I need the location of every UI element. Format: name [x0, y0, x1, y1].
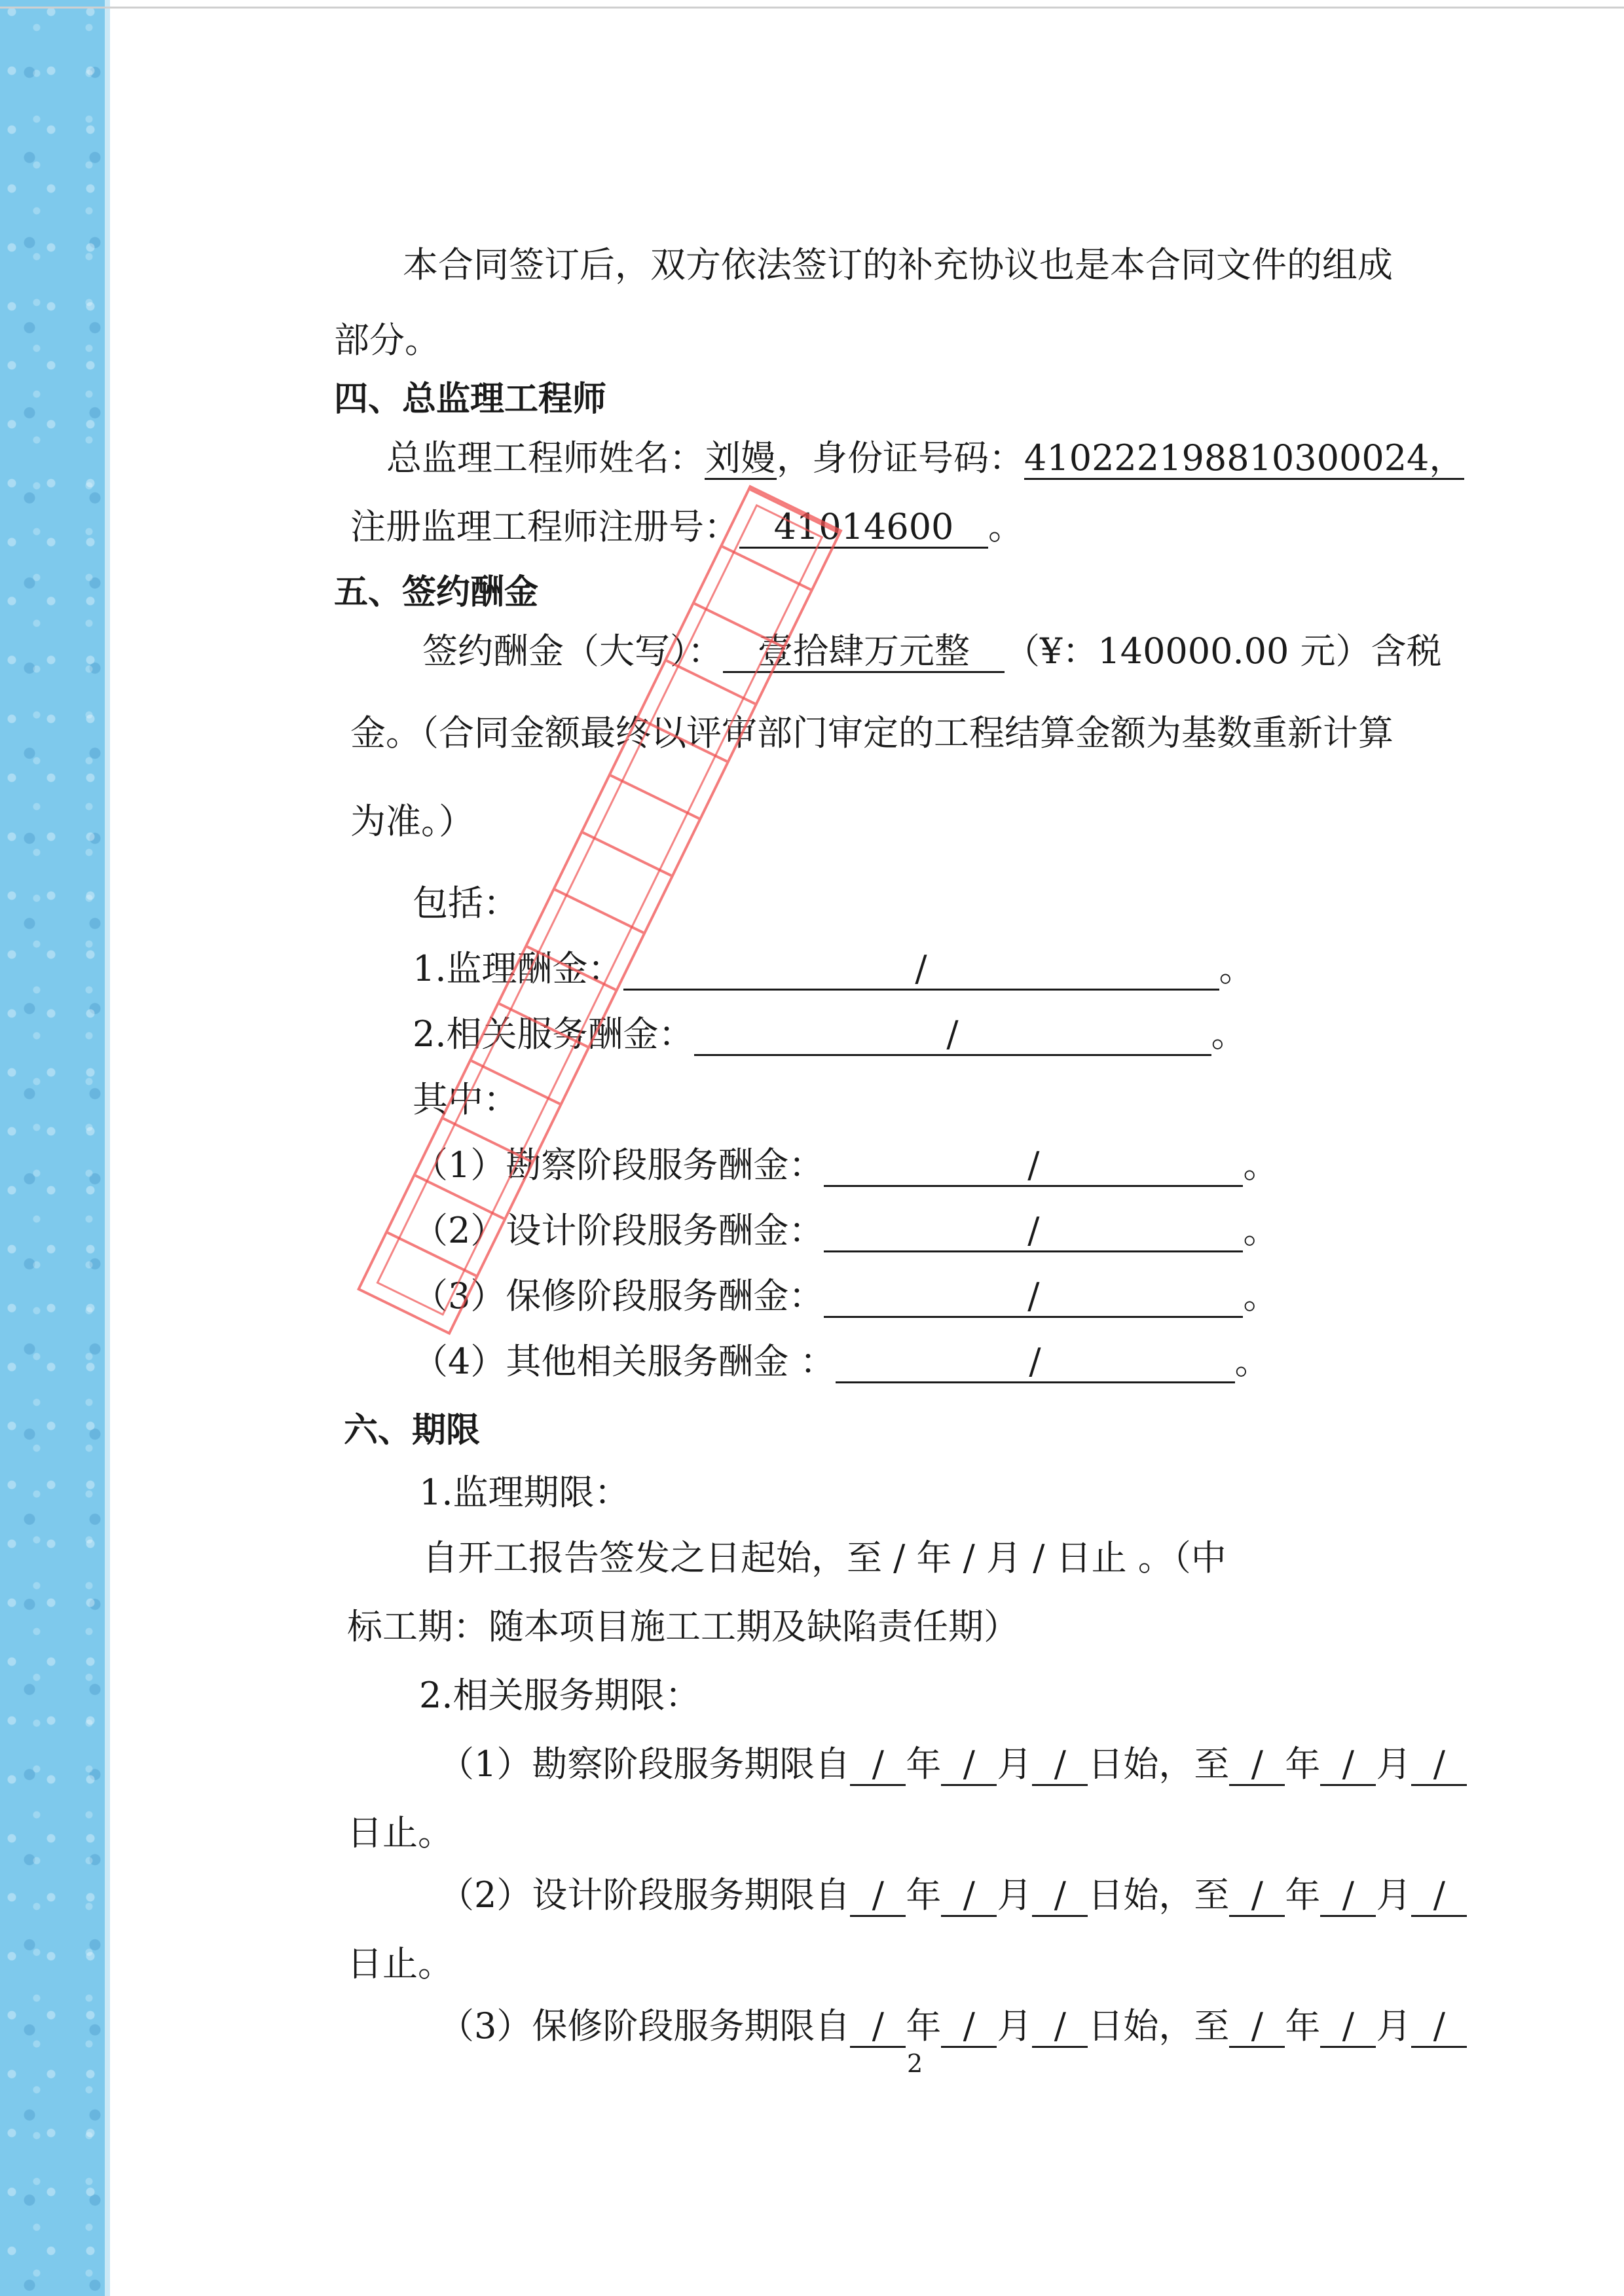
end-year: /: [1229, 1876, 1285, 1917]
para-supplement: 本合同签订后，双方依法签订的补充协议也是本合同文件的组成: [403, 244, 1393, 285]
label-id-number: ，身份证号码：: [777, 437, 1024, 479]
label-registration: 注册监理工程师注册号：: [350, 506, 739, 547]
section-4-heading: 四、总监理工程师: [334, 380, 607, 419]
label-design-fee: （2）设计阶段服务酬金：: [413, 1210, 824, 1251]
among-label: 其中：: [413, 1079, 519, 1120]
year-label: 年: [906, 1743, 942, 1785]
end-month: /: [1320, 2007, 1376, 2048]
month-label: 月: [1376, 2005, 1412, 2047]
supervision-period-cont: 标工期：随本项目施工工期及缺陷责任期）: [347, 1606, 1019, 1647]
scan-top-edge: [0, 7, 1624, 9]
chief-engineer-line: [386, 435, 1464, 481]
label-other-fee: （4）其他相关服务酬金 ：: [413, 1341, 836, 1382]
month-label: 月: [997, 1743, 1033, 1785]
supervision-period-label: 1.监理期限：: [419, 1472, 630, 1513]
year-label: 年: [1285, 1743, 1321, 1785]
month-label: 月: [1376, 1743, 1412, 1785]
end-year: /: [1229, 1745, 1285, 1786]
end-day: /: [1411, 1745, 1467, 1786]
end-day: /: [1411, 1876, 1467, 1917]
year-label: 年: [1285, 2005, 1321, 2047]
start-day: /: [1032, 2007, 1088, 2048]
fee-note-cont: 为准。）: [350, 801, 474, 842]
month-label: 月: [1376, 1874, 1412, 1916]
period: 。: [1243, 1210, 1279, 1251]
fee-figure: （¥：140000.00 元）含税: [1005, 630, 1442, 672]
fee-line: [422, 629, 1442, 674]
label-chief-name: 总监理工程师姓名：: [386, 437, 705, 479]
id-number-value: 410222198810300024，: [1024, 437, 1465, 479]
section-6-heading: 六、期限: [344, 1411, 481, 1450]
para-supplement-cont: 部分。: [334, 319, 440, 361]
fee-words-value: 壹拾肆万元整: [723, 632, 1005, 673]
start-year: /: [850, 1745, 906, 1786]
survey-period-end: 日止。: [347, 1812, 453, 1853]
registration-line: [350, 504, 1024, 550]
supervision-period-line: 自开工报告签发之日起始，至 / 年 / 月 / 日止 。（中: [422, 1537, 1227, 1578]
section-5-heading: 五、签约酬金: [334, 573, 539, 612]
other-fee-value: /: [836, 1342, 1235, 1383]
start-year: /: [850, 1876, 906, 1917]
registration-value: 41014600: [739, 507, 988, 549]
start-day: /: [1032, 1745, 1088, 1786]
day-start-label: 日始，至: [1088, 1743, 1230, 1785]
supervision-fee-value: /: [623, 949, 1219, 991]
blue-binding-strip: [0, 0, 105, 2296]
warranty-period-line: [439, 2003, 1467, 2049]
service-fee-value: /: [694, 1015, 1211, 1056]
start-month: /: [941, 2007, 997, 2048]
survey-period-line: [439, 1741, 1467, 1787]
survey-fee-line: [413, 1142, 1278, 1188]
label-survey-period: （1）勘察阶段服务期限自: [439, 1743, 851, 1785]
start-day: /: [1032, 1876, 1088, 1917]
period: 。: [1219, 948, 1255, 989]
start-month: /: [941, 1876, 997, 1917]
start-month: /: [941, 1745, 997, 1786]
warranty-fee-value: /: [824, 1277, 1243, 1318]
label-fee-words: 签约酬金（大写）：: [422, 630, 723, 672]
design-period-line: [439, 1872, 1467, 1918]
design-fee-line: [413, 1208, 1278, 1254]
service-period-label: 2.相关服务期限：: [419, 1675, 701, 1716]
design-fee-value: /: [824, 1211, 1243, 1252]
label-supervision-fee: 1.监理酬金：: [413, 948, 623, 989]
label-service-fee: 2.相关服务酬金：: [413, 1013, 694, 1055]
other-fee-line: [413, 1339, 1270, 1385]
end-month: /: [1320, 1876, 1376, 1917]
chief-name-value: 刘嫚: [705, 437, 776, 479]
day-start-label: 日始，至: [1088, 1874, 1230, 1916]
end-day: /: [1411, 2007, 1467, 2048]
design-period-end: 日止。: [347, 1943, 453, 1984]
binding-edge: [105, 0, 110, 2296]
fee-note: 金。（合同金额最终以评审部门审定的工程结算金额为基数重新计算: [350, 712, 1393, 754]
label-survey-fee: （1）勘察阶段服务酬金：: [413, 1144, 824, 1186]
page-number: 2: [907, 2049, 923, 2078]
period: 。: [1243, 1144, 1279, 1186]
label-warranty-period: （3）保修阶段服务期限自: [439, 2005, 851, 2047]
end-year: /: [1229, 2007, 1285, 2048]
warranty-fee-line: [413, 1273, 1278, 1319]
period: 。: [1243, 1275, 1279, 1317]
month-label: 月: [997, 2005, 1033, 2047]
survey-fee-value: /: [824, 1146, 1243, 1187]
month-label: 月: [997, 1874, 1033, 1916]
label-design-period: （2）设计阶段服务期限自: [439, 1874, 851, 1916]
period: 。: [1211, 1013, 1247, 1055]
period: 。: [988, 506, 1024, 547]
includes-label: 包括：: [413, 883, 519, 924]
label-warranty-fee: （3）保修阶段服务酬金：: [413, 1275, 824, 1317]
day-start-label: 日始，至: [1088, 2005, 1230, 2047]
end-month: /: [1320, 1745, 1376, 1786]
year-label: 年: [1285, 1874, 1321, 1916]
start-year: /: [850, 2007, 906, 2048]
year-label: 年: [906, 1874, 942, 1916]
year-label: 年: [906, 2005, 942, 2047]
period: 。: [1234, 1341, 1270, 1382]
